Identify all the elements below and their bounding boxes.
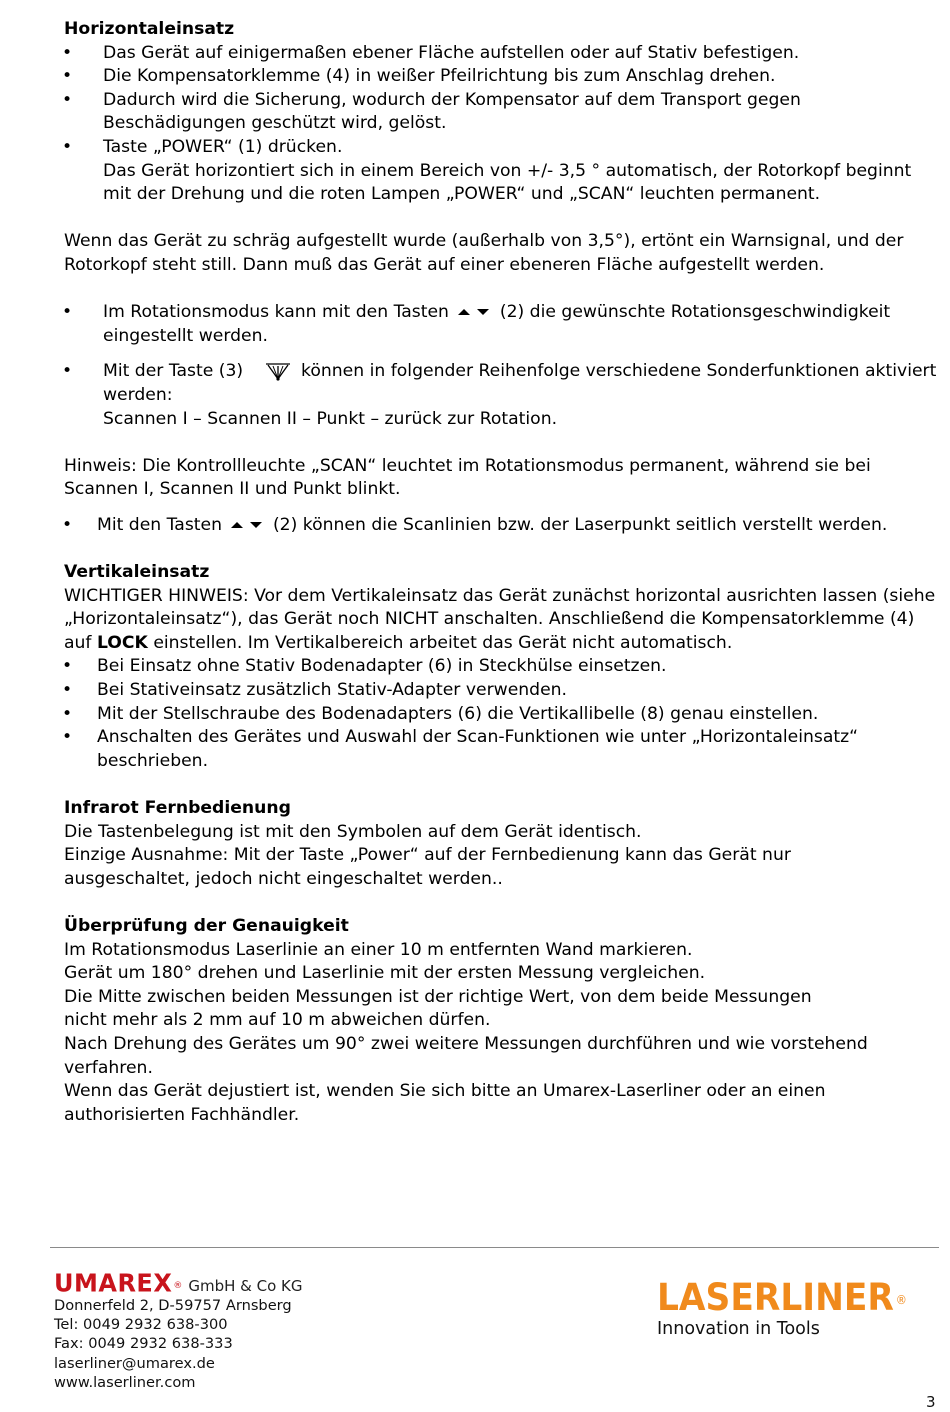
remote-line: Die Tastenbelegung ist mit den Symbolen auf dem Gerät identisch. bbox=[64, 821, 642, 842]
list-item: • Bei Einsatz ohne Stativ Bodenadapter (6) in Steckhülse einsetzen. bbox=[62, 656, 667, 677]
laserliner-logo: LASERLINER ® bbox=[657, 1276, 907, 1319]
page-number: 3 bbox=[926, 1393, 936, 1411]
list-item: • Bei Stativeinsatz zusätzlich Stativ-Adapter verwenden. bbox=[62, 680, 568, 701]
power-detail: Das Gerät horizontiert sich in einem Bereich von +/- 3,5 ° automatisch, der Rotorkopf beginnt mit der Drehung und die roten Lampen „POWER“ und „SCAN“ leuchten permanent. bbox=[103, 160, 912, 205]
list-item: • Taste „POWER“ (1) drücken. Das Gerät horizontiert sich in einem Bereich von +/- 3,5 ° automatisch, der Rotorkopf beginnt mit der Drehung und die roten Lampen „POWER“ und „SCAN“ leuchten permanent. bbox=[62, 136, 912, 205]
accuracy-line: Im Rotationsmodus Laserlinie an einer 10 m entfernten Wand markieren. bbox=[64, 939, 693, 960]
list-item: • Das Gerät auf einigermaßen ebener Fläche aufstellen oder auf Stativ befestigen. bbox=[62, 42, 800, 63]
up-down-arrows-icon bbox=[230, 519, 264, 531]
accuracy-line: Nach Drehung des Gerätes um 90° zwei weitere Messungen durchführen und wie vorstehend verfahren. bbox=[64, 1033, 868, 1078]
lock-label: LOCK bbox=[96, 632, 148, 653]
horizontal-steps bbox=[64, 42, 940, 207]
rotation-steps bbox=[64, 301, 940, 431]
page-content bbox=[64, 18, 940, 1127]
remote-line: Einzige Ausnahme: Mit der Taste „Power“ auf der Fernbedienung kann das Gerät nur ausgeschaltet, jedoch nicht eingeschaltet werden.. bbox=[64, 845, 791, 889]
list-item: • Mit der Stellschraube des Bodenadapters (6) die Vertikallibelle (8) genau einstellen. bbox=[62, 703, 819, 724]
umarex-logo: UMAREX bbox=[54, 1268, 173, 1298]
hint-paragraph: Hinweis: Die Kontrollleuchte „SCAN“ leuchtet im Rotationsmodus permanent, während sie bei Scannen I, Scannen II und Punkt blinkt. bbox=[64, 455, 871, 500]
brand-tagline: Innovation in Tools bbox=[657, 1318, 820, 1339]
warning-paragraph: Wenn das Gerät zu schräg aufgestellt wurde (außerhalb von 3,5°), ertönt ein Warnsignal, und der Rotorkopf steht still. Dann muß das Gerät auf einer ebeneren Fläche aufgestellt werden. bbox=[64, 231, 904, 275]
laserliner-brand-block bbox=[657, 1278, 931, 1340]
email-line: laserliner@umarex.de bbox=[54, 1354, 215, 1372]
heading-accuracy: Überprüfung der Genauigkeit bbox=[64, 915, 349, 936]
address-line: Donnerfeld 2, D-59757 Arnsberg bbox=[54, 1297, 292, 1314]
phone-line: Tel: 0049 2932 638-300 bbox=[54, 1316, 228, 1334]
vertical-steps bbox=[64, 655, 940, 773]
accuracy-line: Wenn das Gerät dejustiert ist, wenden Sie sich bitte an Umarex-Laserliner oder an einen authorisierten Fachhändler. bbox=[64, 1081, 826, 1125]
heading-vertical: Vertikaleinsatz bbox=[64, 562, 210, 583]
list-item: • Anschalten des Gerätes und Auswahl der Scan-Funktionen wie unter „Horizontaleinsatz“ beschrieben. bbox=[62, 727, 859, 771]
registered-mark-icon: ® bbox=[173, 1280, 183, 1291]
registered-mark-icon: ® bbox=[895, 1292, 907, 1307]
list-item: • Mit der Taste (3) können in folgender Reihenfolge verschiedene Sonderfunktionen aktiviert werden: Scannen I – Scannen II – Punkt – zurück zur Rotation. bbox=[62, 361, 937, 429]
heading-remote: Infrarot Fernbedienung bbox=[64, 798, 291, 818]
list-item: • Im Rotationsmodus kann mit den Tasten (2) die gewünschte Rotationsgeschwindigkeit eingestellt werden. bbox=[62, 302, 891, 346]
scan-steps bbox=[64, 514, 940, 538]
scan-mode-icon bbox=[263, 361, 293, 381]
accuracy-line: Die Mitte zwischen beiden Messungen ist der richtige Wert, von dem beide Messungen nicht mehr als 2 mm auf 10 m abweichen dürfen. bbox=[64, 986, 812, 1031]
list-item: • Die Kompensatorklemme (4) in weißer Pfeilrichtung bis zum Anschlag drehen. bbox=[62, 66, 776, 87]
heading-horizontal: Horizontaleinsatz bbox=[64, 19, 235, 39]
list-item: • Mit den Tasten (2) können die Scanlinien bzw. der Laserpunkt seitlich verstellt werden. bbox=[62, 514, 888, 535]
vertical-note: WICHTIGER HINWEIS: Vor dem Vertikaleinsatz das Gerät zunächst horizontal ausrichten lassen (siehe „Horizontaleinsatz“), das Gerät noch NICHT anschalten. Anschließend die Kompensatorklemme (4) auf LOCK einstellen. Im Vertikalbereich arbeitet das Gerät nicht automatisch. bbox=[64, 585, 936, 653]
accuracy-line: Gerät um 180° drehen und Laserlinie mit der ersten Messung vergleichen. bbox=[64, 963, 706, 984]
footer-divider bbox=[50, 1247, 939, 1248]
company-address-block bbox=[54, 1266, 302, 1392]
website-line: www.laserliner.com bbox=[54, 1373, 196, 1391]
company-suffix: GmbH & Co KG bbox=[188, 1277, 303, 1295]
special-sequence: Scannen I – Scannen II – Punkt – zurück zur Rotation. bbox=[103, 408, 558, 429]
up-down-arrows-icon bbox=[457, 306, 491, 318]
list-item: • Dadurch wird die Sicherung, wodurch der Kompensator auf dem Transport gegen Beschädigungen geschützt wird, gelöst. bbox=[62, 89, 801, 134]
fax-line: Fax: 0049 2932 638-333 bbox=[54, 1335, 233, 1353]
